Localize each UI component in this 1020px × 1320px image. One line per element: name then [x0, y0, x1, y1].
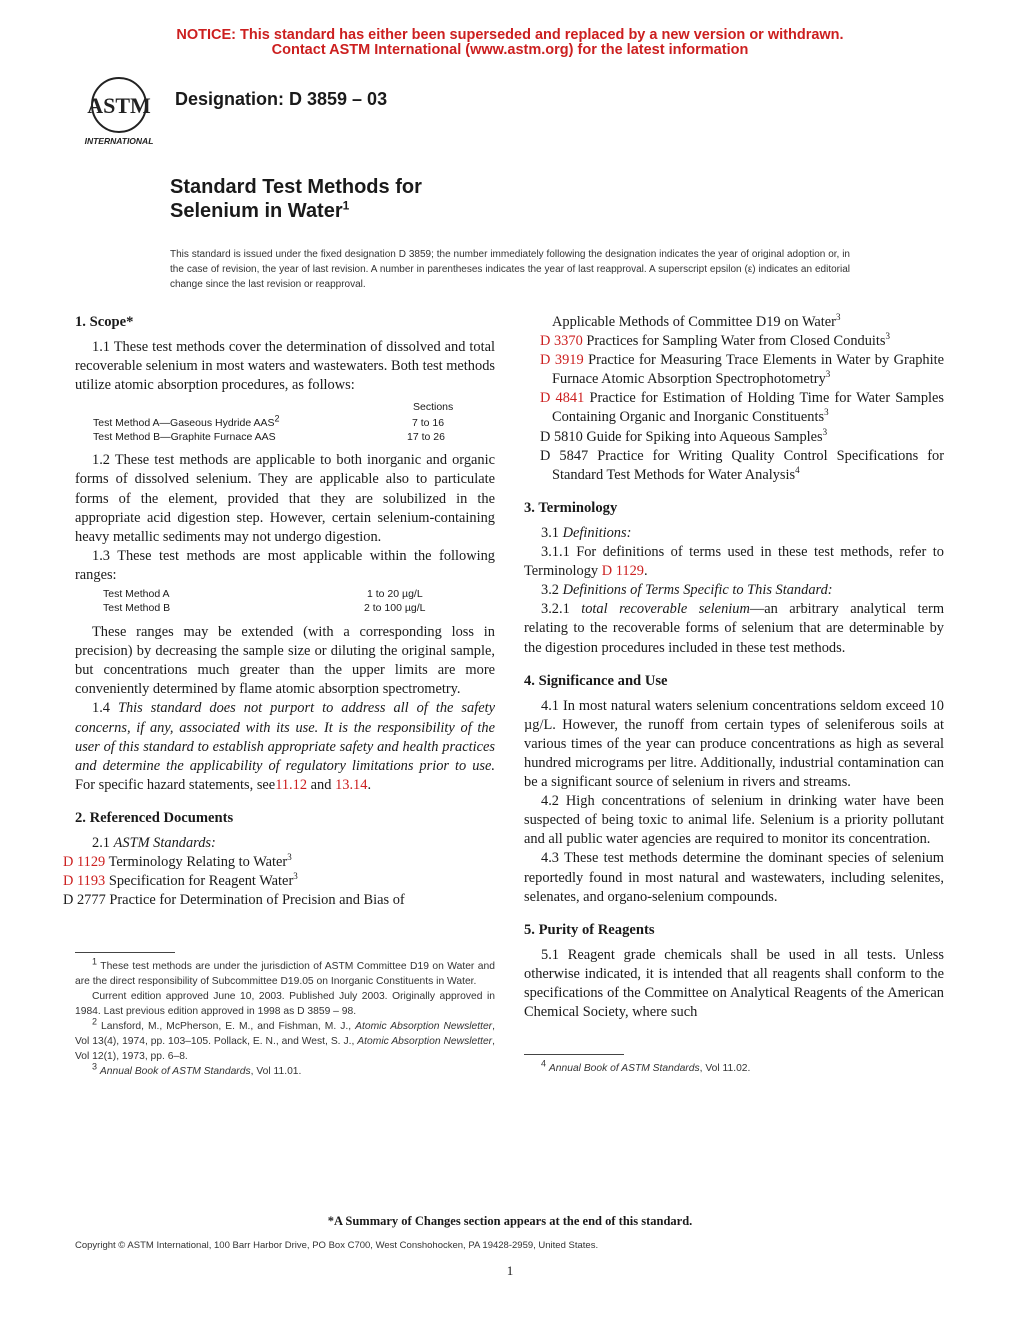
ref-item-d5847 [524, 447, 944, 485]
footnotes-left: $^1$ These test methods are under the jurisdiction of ASTM Committee D19 on Water and are the direct responsibility of Subcommittee D19.05 on Inorganic Constituents in Water. Current edition approved June 10, 2003. Published July 2003. Originally approved in 1984. Last previous edition approved in 1998 as D 3859 – 98. $^2$ Lansford, M., McPherson, E. M., and Fishman, M. J., Atomic Absorption Newsletter, Vol 13(4), 1974, pp. 103–105. Pollack, E. N., and West, S. J., Atomic Absorption Newsletter, Vol 12(1), 1973, pp. 6–8. $^3$ Annual Book of ASTM Standards, Vol 11.01. [75, 956, 495, 1078]
ref-text-d4841: Practice for Estimation of Holding Time for Water Samples Containing Organic and Inorganic Constituents [552, 390, 944, 426]
ref-sup-d1193: 3 [293, 871, 298, 882]
footnote-3-tail: , Vol 11.01. [250, 1066, 302, 1078]
footnote-2-italic-1: Atomic Absorption Newsletter [355, 1021, 493, 1033]
scope-1-4-number: 1.4 [92, 700, 110, 717]
ref-sup-d5810: 3 [822, 426, 828, 437]
ref-code-d1129[interactable]: D 1129 [63, 854, 106, 871]
method-a-sup: 2 [274, 413, 280, 424]
left-column [63, 313, 495, 1079]
heading-referenced: 2. Referenced Documents [75, 809, 234, 826]
terminology-3-2-1-term: total recoverable selenium [581, 601, 750, 618]
scope-and: and [310, 776, 332, 793]
ref-item-d5810 [524, 428, 944, 447]
designation: Designation: D 3859 – 03 [175, 89, 388, 109]
footnote-rule-right [524, 1054, 624, 1055]
footnote-2c: , Vol 12(1), 1973, pp. 6–8. [75, 1036, 495, 1063]
terminology-3-2 [524, 581, 944, 600]
ref-d2777-cont-text: Applicable Methods of Committee D19 on Water [552, 314, 836, 330]
method-a-label: Test Method A—Gaseous Hydride AAS [93, 417, 275, 430]
copyright: Copyright © ASTM International, 100 Barr Harbor Drive, PO Box C700, West Conshohocken, PA 19428-2959, United States. [75, 1240, 599, 1251]
ref-sup-d5847: 4 [795, 464, 800, 475]
title-line-1: Standard Test Methods for [170, 176, 422, 198]
ref-text-d3919: Practice for Measuring Trace Elements in Water by Graphite Furnace Atomic Absorption Spectrophotometry [552, 352, 944, 388]
significance-4-2: 4.2 High concentrations of selenium in drinking water have been suspected of being toxic to animal life. Selenium is a priority pollutant and all public water agencies are required to monitor its concentration. [524, 793, 944, 848]
ref-item-d2777 [63, 891, 495, 910]
scope-1-4-italic: This standard does not purport to address all of the safety concerns, if any, associated with its use. It is the responsibility of the user of this standard to establish appropriate safety and health practices and determine the applicability of regulatory limitations prior to use. [75, 700, 495, 774]
notice-line-2: Contact ASTM International (www.astm.org) for the latest information [271, 42, 749, 58]
method-b-label: Test Method B—Graphite Furnace AAS [93, 431, 276, 444]
logo-subtitle: INTERNATIONAL [84, 136, 154, 146]
purity-5-1: 5.1 Reagent grade chemicals shall be used in all tests. Unless otherwise indicated, it is intended that all reagents shall conform to the specifications of the Committee on Analytical Reagents of the American Chemical Society, where such [524, 946, 944, 1021]
referenced-2-1-number: 2.1 [92, 834, 110, 851]
heading-purity: 5. Purity of Reagents [524, 921, 655, 938]
footnote-3-italic: Annual Book of ASTM Standards [99, 1066, 251, 1078]
ref-text-d2777: Practice for Determination of Precision and Bias of [109, 892, 405, 909]
ranges-table [75, 587, 495, 615]
footnote-1: These test methods are under the jurisdiction of ASTM Committee D19 on Water and are the direct responsibility of Subcommittee D19.05 on Inorganic Constituents in Water. [75, 961, 495, 988]
terminology-3-2-number: 3.2 [541, 582, 559, 599]
ref-item-d3919 [524, 351, 944, 389]
footnote-2b: , Vol 13(4), 1974, pp. 103–105. Pollack, E. N., and West, S. J., [75, 1021, 495, 1048]
ref-d2777-continued [524, 313, 944, 332]
scope-1-3: 1.3 These test methods are most applicable within the following ranges: [75, 547, 495, 583]
range-a-value: 1 to 20 µg/L [367, 588, 423, 601]
significance-4-3: 4.3 These test methods determine the dominant species of selenium reportedly found in most natural and wastewaters, including selenites, selenates, and organo-selenium compounds. [524, 850, 944, 905]
ref-item-d1193 [63, 871, 495, 891]
terminology-3-2-1 [524, 600, 944, 657]
footnote-rule-left [75, 952, 175, 953]
ref-code-d5810: D 5810 [540, 428, 583, 445]
ref-sup-d3919: 3 [825, 369, 831, 380]
page-title [170, 175, 422, 223]
range-a-label: Test Method A [103, 588, 170, 601]
footnote-2a: Lansford, M., McPherson, E. M., and Fishman, M. J., [101, 1021, 352, 1033]
page-number: 1 [506, 1263, 514, 1278]
ref-text-d5847: Practice for Writing Quality Control Specifications for Standard Test Methods for Water Analysis [552, 447, 944, 483]
link-11-12[interactable]: 11.12 [275, 776, 308, 793]
link-d1129[interactable]: D 1129 [601, 563, 644, 580]
ref-code-d1193[interactable]: D 1193 [63, 873, 106, 890]
terminology-3-2-1-text: —an arbitrary analytical term relating to the recoverable forms of selenium that are determinable by the digestion procedures included in these test methods. [524, 601, 945, 656]
logo-letters: ASTM [87, 93, 151, 118]
footnote-4-italic: Annual Book of ASTM Standards [548, 1063, 700, 1075]
scope-1-2: 1.2 These test methods are applicable to both inorganic and organic forms of dissolved selenium. They are applicable also to particulate forms of the element, provided that they are solubilized in the appropriate acid digestion step. However, certain selenium-containing heavy metallic sediments may not undergo digestion. [75, 452, 495, 545]
footnote-2-italic-2: Atomic Absorption Newsletter [357, 1036, 493, 1048]
terminology-3-1-1: 3.1.1 For definitions of terms used in these test methods, refer to Terminology D 1129. [524, 544, 944, 580]
terminology-3-1-italic: Definitions: [562, 524, 632, 541]
astm-logo [75, 75, 163, 149]
heading-significance: 4. Significance and Use [524, 672, 668, 689]
ref-code-d3919[interactable]: D 3919 [540, 352, 584, 369]
ref-code-d2777: D 2777 [63, 892, 106, 909]
terminology-3-1-number: 3.1 [541, 524, 559, 541]
notice-line-1: NOTICE: This standard has either been superseded and replaced by a new version or withdrawn. [176, 27, 844, 43]
terminology-3-1 [524, 524, 944, 543]
sections-header: Sections [413, 401, 454, 414]
astm-logo-icon [75, 75, 163, 149]
terminology-3-2-italic: Definitions of Terms Specific to This Standard: [562, 582, 833, 599]
method-b-sections: 17 to 26 [407, 431, 445, 444]
preamble: This standard is issued under the fixed designation D 3859; the number immediately following the designation indicates the year of original adoption or, in the case of revision, the year of last revision. A number in parentheses indicates the year of last reapproval. A superscript epsilon (ε) indicates an editorial change since the last revision or reapproval. [170, 249, 850, 290]
ref-sup-d1129: 3 [287, 852, 292, 863]
ref-text-d5810: Guide for Spiking into Aqueous Samples [586, 428, 823, 445]
ref-sup-d4841: 3 [824, 407, 829, 418]
method-a-sections: 7 to 16 [412, 417, 445, 430]
scope-1-1: 1.1 These test methods cover the determination of dissolved and total recoverable selenium in most waters and wastewaters. Both test methods utilize atomic absorption procedures, as follows: [75, 339, 495, 394]
link-13-14[interactable]: 13.14 [335, 776, 368, 793]
ref-item-d1129 [63, 852, 495, 872]
scope-period: . [367, 776, 372, 793]
methods-table [75, 400, 495, 444]
ref-item-d3370 [524, 332, 944, 351]
ref-text-d3370: Practices for Sampling Water from Closed Conduits [586, 333, 886, 350]
title-footnote-mark: 1 [342, 198, 350, 213]
ref-item-d4841 [524, 389, 944, 427]
right-column [524, 313, 944, 1076]
ref-sup-d2777: 3 [835, 312, 841, 323]
significance-4-1: 4.1 In most natural waters selenium concentrations seldom exceed 10 µg/L. However, the runoff from certain types of seleniferous soils at various times of the year can produce concentrations as high as several hundred micrograms per litre. Additionally, industrial contamination can be a significant source of selenium in rivers and streams. [524, 697, 944, 791]
terminology-3-2-1-number: 3.2.1 [541, 601, 570, 618]
heading-terminology: 3. Terminology [524, 499, 618, 516]
scope-ranges-note: These ranges may be extended (with a corresponding loss in precision) by decreasing the sample size or diluting the original sample, but concentrations much greater than the upper limits are more conveniently determined by flame atomic absorption spectrometry. [75, 624, 495, 698]
ref-code-d3370[interactable]: D 3370 [540, 333, 583, 350]
heading-scope: 1. Scope* [75, 314, 134, 330]
referenced-2-1 [75, 834, 495, 853]
footnotes-right: $^4$ Annual Book of ASTM Standards, Vol 11.02. [541, 1058, 751, 1075]
ref-text-d1129: Terminology Relating to Water [108, 854, 288, 871]
ref-code-d4841[interactable]: D 4841 [540, 390, 585, 407]
referenced-2-1-italic: ASTM Standards: [113, 834, 216, 851]
ref-text-d1193: Specification for Reagent Water [108, 873, 294, 890]
scope-1-4-tail: For specific hazard statements, see [75, 776, 276, 793]
range-b-label: Test Method B [103, 602, 171, 615]
footnote-1b: Current edition approved June 10, 2003. Published July 2003. Originally approved in 1984. Last previous edition approved in 1998 as D 3859 – 98. [75, 991, 495, 1018]
footnote-4-tail: , Vol 11.02. [699, 1063, 751, 1075]
ref-code-d5847: D 5847 [540, 447, 589, 464]
scope-1-4 [75, 699, 495, 794]
summary-note: *A Summary of Changes section appears at the end of this standard. [327, 1214, 693, 1228]
terminology-3-1-1-text: 3.1.1 For definitions of terms used in these test methods, refer to Terminology [524, 544, 944, 580]
ref-sup-d3370: 3 [885, 331, 891, 342]
range-b-value: 2 to 100 µg/L [364, 602, 426, 615]
title-line-2: Selenium in Water [170, 200, 343, 222]
